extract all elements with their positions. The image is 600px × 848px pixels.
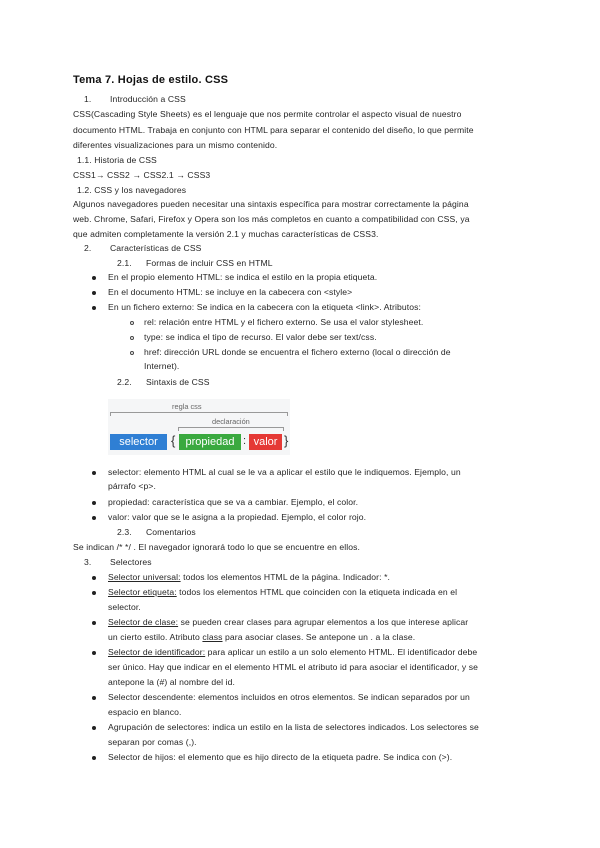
list-item: párrafo <p>. bbox=[108, 481, 157, 491]
class-term: class bbox=[202, 632, 223, 642]
circle-bullet-icon bbox=[130, 321, 134, 325]
bullet-icon bbox=[92, 501, 96, 505]
bullet-icon bbox=[92, 306, 96, 310]
section-heading: Características de CSS bbox=[110, 243, 202, 253]
paragraph-line: que admiten completamente la versión 2.1 y muchas características de CSS3. bbox=[73, 229, 379, 239]
list-item: propiedad: característica que se va a cambiar. Ejemplo, el color. bbox=[108, 497, 359, 507]
sub-list-item: type: se indica el tipo de recurso. El valor debe ser text/css. bbox=[144, 332, 377, 342]
section-number: 2.1. bbox=[117, 258, 132, 268]
list-item-cont: antepone la (#) al nombre del id. bbox=[108, 677, 236, 687]
value-box: valor bbox=[249, 434, 282, 450]
bullet-icon bbox=[92, 651, 96, 655]
circle-bullet-icon bbox=[130, 336, 134, 340]
term-desc: para aplicar un estilo a un solo elemento HTML. El identificador debe bbox=[205, 647, 478, 657]
subsection-heading: 1.1. Historia de CSS bbox=[77, 155, 157, 165]
paragraph-line: Algunos navegadores pueden necesitar una sintaxis específica para mostrar correctamente la página bbox=[73, 199, 469, 209]
bullet-icon bbox=[92, 276, 96, 280]
bullet-icon bbox=[92, 471, 96, 475]
declaration-bracket bbox=[178, 427, 284, 431]
property-box: propiedad bbox=[179, 434, 241, 450]
list-item: Selector de hijos: el elemento que es hijo directo de la etiqueta padre. Se indica con (>). bbox=[108, 752, 453, 762]
list-item bbox=[108, 647, 477, 658]
subsection-heading: 1.2. CSS y los navegadores bbox=[77, 185, 187, 195]
paragraph-line: diferentes visualizaciones para un mismo contenido. bbox=[73, 140, 278, 150]
rule-label: regla css bbox=[172, 402, 202, 411]
paragraph-line: Se indican /* */ . El navegador ignorará todo lo que se encuentre en ellos. bbox=[73, 542, 360, 552]
selector-box: selector bbox=[110, 434, 167, 450]
section-heading: Comentarios bbox=[146, 527, 196, 537]
circle-bullet-icon bbox=[130, 351, 134, 355]
term-desc: se pueden crear clases para agrupar elementos a los que interese aplicar bbox=[178, 617, 469, 627]
section-number: 1. bbox=[84, 94, 92, 104]
colon-symbol: : bbox=[243, 435, 247, 447]
list-item bbox=[108, 572, 390, 583]
list-item: valor: valor que se le asigna a la propiedad. Ejemplo, el color rojo. bbox=[108, 512, 367, 522]
term-desc: todos los elementos HTML de la página. Indicador: *. bbox=[180, 572, 391, 582]
bullet-icon bbox=[92, 516, 96, 520]
bullet-icon bbox=[92, 291, 96, 295]
term: Selector etiqueta: bbox=[108, 587, 177, 597]
section-number: 3. bbox=[84, 557, 92, 567]
text: un cierto estilo. Atributo bbox=[108, 632, 203, 642]
bullet-icon bbox=[92, 591, 96, 595]
list-item bbox=[108, 587, 457, 598]
bullet-icon bbox=[92, 576, 96, 580]
list-item: En un fichero externo: Se indica en la cabecera con la etiqueta <link>. Atributos: bbox=[108, 302, 421, 312]
sub-list-item: Internet). bbox=[144, 361, 180, 371]
bullet-icon bbox=[92, 726, 96, 730]
section-heading: Formas de incluir CSS en HTML bbox=[146, 258, 273, 268]
list-item-cont: espacio en blanco. bbox=[108, 707, 182, 717]
section-number: 2.3. bbox=[117, 527, 132, 537]
paragraph-line: documento HTML. Trabaja en conjunto con HTML para separar el contenido del diseño, lo que permite bbox=[73, 125, 474, 135]
term: Selector de clase: bbox=[108, 617, 179, 627]
list-item: Selector descendente: elementos incluidos en otros elementos. Se indican separados por un bbox=[108, 692, 470, 702]
list-item: En el documento HTML: se incluye en la cabecera con <style> bbox=[108, 287, 353, 297]
section-heading: Introducción a CSS bbox=[110, 94, 186, 104]
section-heading: Selectores bbox=[110, 557, 152, 567]
bullet-icon bbox=[92, 621, 96, 625]
rule-bracket bbox=[110, 412, 288, 416]
paragraph-line: CSS1→ CSS2 → CSS2.1 → CSS3 bbox=[73, 170, 211, 180]
paragraph-line: web. Chrome, Safari, Firefox y Opera son los más completos en cuanto a compatibilidad con CSS, ya bbox=[73, 214, 470, 224]
term-desc: todos los elementos HTML que coinciden con la etiqueta indicada en el bbox=[176, 587, 458, 597]
open-brace: { bbox=[171, 433, 176, 448]
list-item: selector: elemento HTML al cual se le va a aplicar el estilo que le indiquemos. Ejemplo, un bbox=[108, 467, 461, 477]
term: Selector universal: bbox=[108, 572, 181, 582]
sub-list-item: href: dirección URL donde se encuentra el fichero externo (local o dirección de bbox=[144, 347, 451, 357]
close-brace: } bbox=[284, 433, 289, 448]
list-item: Agrupación de selectores: indica un estilo en la lista de selectores indicados. Los selectores se bbox=[108, 722, 479, 732]
css-syntax-diagram bbox=[108, 399, 290, 455]
paragraph-line: CSS(Cascading Style Sheets) es el lenguaje que nos permite controlar el aspecto visual de nuestro bbox=[73, 109, 462, 119]
list-item: En el propio elemento HTML: se indica el estilo en la propia etiqueta. bbox=[108, 272, 378, 282]
term: Selector de identificador: bbox=[108, 647, 206, 657]
section-heading: Sintaxis de CSS bbox=[146, 377, 210, 387]
list-item bbox=[108, 617, 468, 628]
declaration-label: declaración bbox=[212, 417, 250, 426]
page-title: Tema 7. Hojas de estilo. CSS bbox=[73, 74, 229, 86]
bullet-icon bbox=[92, 756, 96, 760]
list-item-cont: selector. bbox=[108, 602, 141, 612]
section-number: 2. bbox=[84, 243, 92, 253]
sub-list-item: rel: relación entre HTML y el fichero externo. Se usa el valor stylesheet. bbox=[144, 317, 424, 327]
text: para asociar clases. Se antepone un . a la clase. bbox=[222, 632, 416, 642]
list-item-cont bbox=[108, 632, 415, 643]
list-item-cont: separan por comas (,). bbox=[108, 737, 197, 747]
section-number: 2.2. bbox=[117, 377, 132, 387]
list-item-cont: ser único. Hay que indicar en el elemento HTML el atributo id para asociar el identificador, y se bbox=[108, 662, 479, 672]
bullet-icon bbox=[92, 696, 96, 700]
